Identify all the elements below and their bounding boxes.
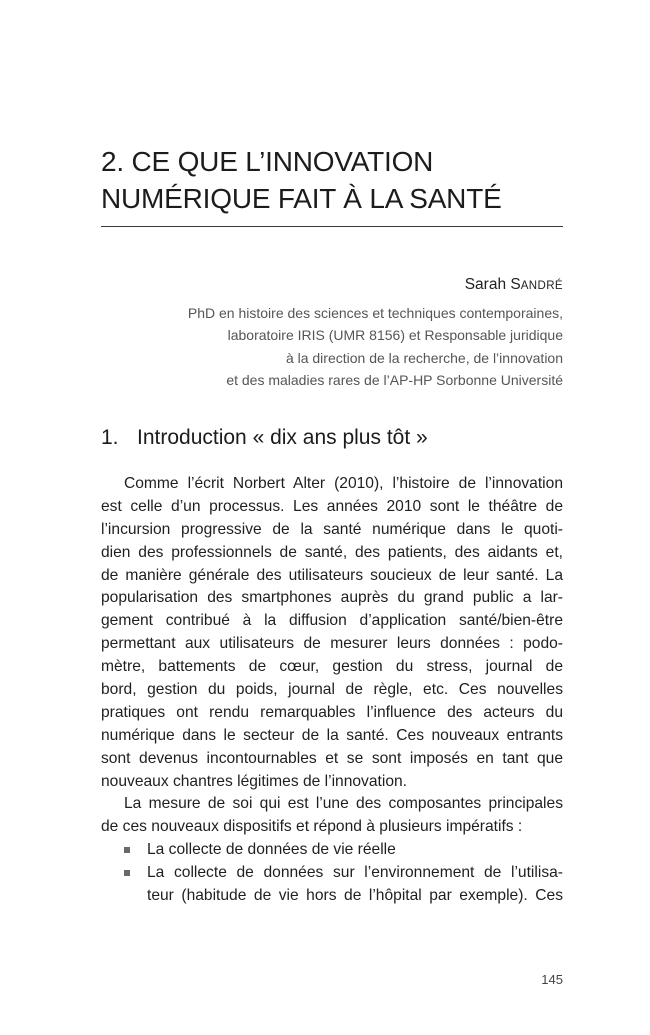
paragraph-line: de ces nouveaux dispositifs et répond à plusieurs impératifs : [101,818,523,836]
paragraph-line: dien des professionnels de santé, des patients, des aidants et, [101,543,563,561]
bullet-square-icon [124,847,130,853]
paragraph-line: pratiques ont rendu remarquables l’influence des acteurs du [101,703,563,721]
paragraph-line: numérique dans le secteur de la santé. Ces nouveaux entrants [101,726,563,744]
chapter-title-line-2: NUMÉRIQUE FAIT À LA SANTÉ [101,183,502,214]
paragraph-line: permettant aux utilisateurs de mesurer leurs données : podo- [101,635,563,653]
paragraph-line: de manière générale des utilisateurs soucieux de leur santé. La [101,566,563,584]
section-heading [101,426,563,450]
affiliation-line: et des maladies rares de l’AP-HP Sorbonne Université [226,371,563,388]
affiliation-line: à la direction de la recherche, de l’innovation [285,349,563,366]
paragraph-line: Comme l’écrit Norbert Alter (2010), l’histoire de l’innovation [124,475,563,492]
page-number: 145 [541,972,563,987]
title-divider [101,226,563,227]
section-title: Introduction « dix ans plus tôt » [137,426,428,449]
author-affiliation [93,302,563,391]
paragraph-line: La mesure de soi qui est l’une des composantes principales [124,795,563,813]
paragraph-line: est celle d’un processus. Les années 2010 sont le théâtre de [101,497,563,515]
paragraph-line: popularisation des smartphones auprès du grand public a lar- [101,589,563,607]
paragraph-line: gement contribué à la diffusion d’application santé/bien-être [101,612,563,630]
author-name [465,276,563,294]
bullet-item [101,839,563,862]
chapter-title-line-1: 2. CE QUE L’INNOVATION [101,146,434,177]
paragraph-line: sont devenus incontournables et se sont imposés en tant que [101,749,563,767]
bullet-text: La collecte de données de vie réelle [147,841,396,859]
author-last-name [510,276,563,293]
bullet-square-icon [124,870,130,876]
paragraph-line: mètre, battements de cœur, gestion du stress, journal de [101,658,563,676]
author-first-name: Sarah [464,276,507,293]
bullet-text: La collecte de données sur l’environnement de l’utilisa- [147,864,563,882]
bullet-continuation: teur (habitude de vie hors de l’hôpital par exemple). Ces [147,887,563,905]
section-number: 1. [101,426,119,449]
author-last-name-smallcaps: ANDRÉ [520,280,563,292]
affiliation-line: laboratoire IRIS (UMR 8156) et Responsable juridique [227,327,563,344]
body-text [101,473,563,908]
paragraph-line: bord, gestion du poids, journal de règle, etc. Ces nouvelles [101,681,563,699]
author-last-name-initial: S [510,276,521,293]
chapter-title [101,143,571,217]
paragraph-line: l’incursion progressive de la santé numérique dans le quoti- [101,520,563,538]
paragraph-line: nouveaux chantres légitimes de l’innovation. [101,772,407,790]
affiliation-line: PhD en histoire des sciences et techniques contemporaines, [187,305,563,321]
bullet-item [101,862,563,885]
